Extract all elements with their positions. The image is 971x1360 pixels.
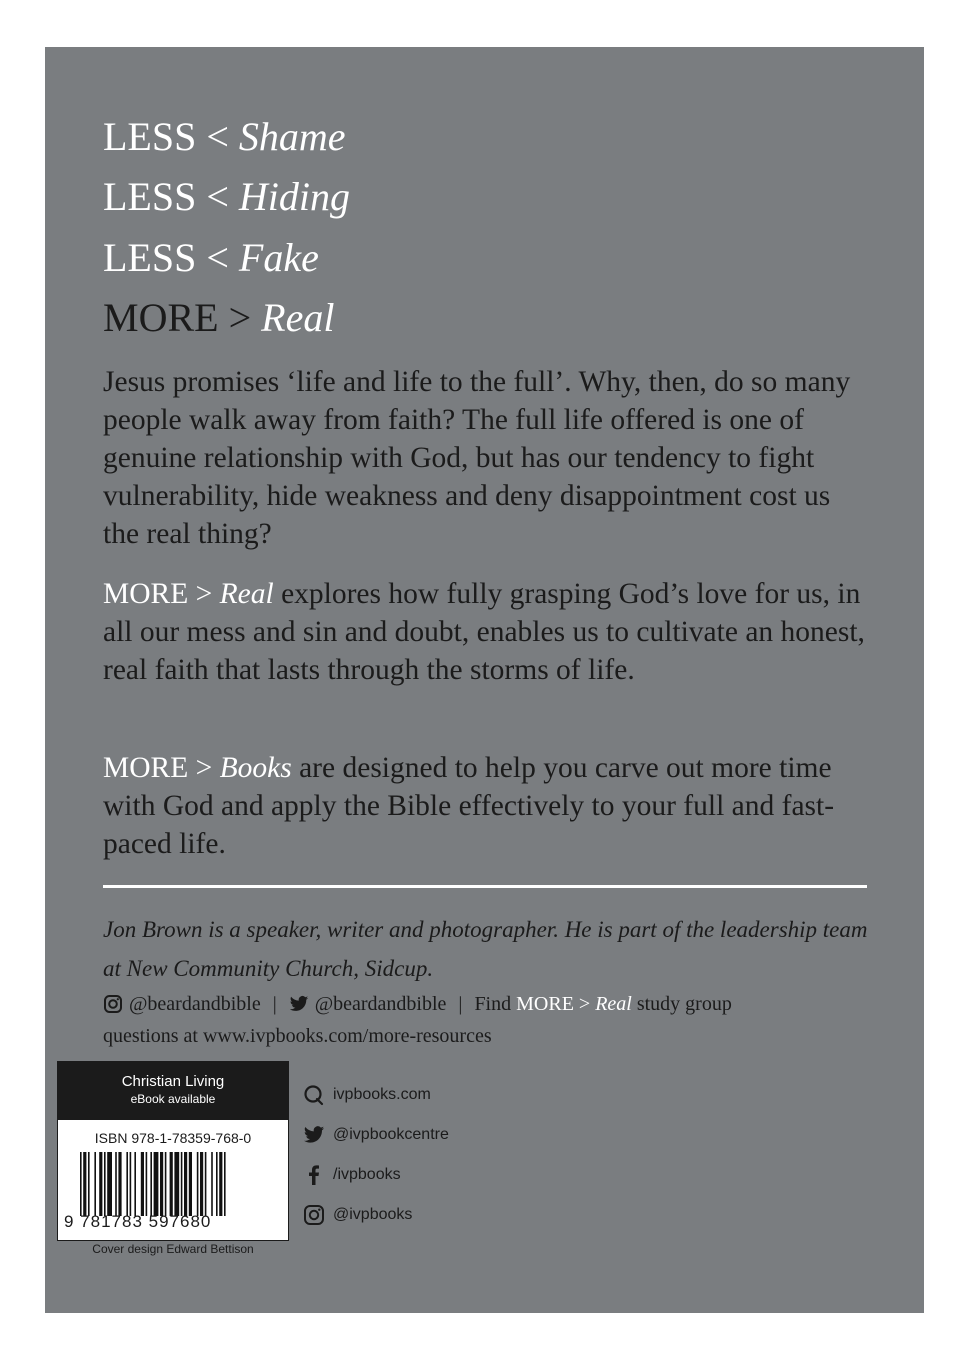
speech-bubble-icon	[303, 1084, 325, 1106]
divider-rule	[103, 885, 867, 888]
barcode-bar	[216, 1152, 218, 1216]
barcode-box	[57, 1061, 289, 1241]
barcode-bar	[107, 1152, 112, 1216]
barcode-bar	[154, 1152, 159, 1216]
barcode-bar	[118, 1152, 121, 1216]
blurb-paragraph-2: MORE > Real explores how fully grasping God’s love for us, in all our mess and sin and doubt, enables us to cultivate an honest, real faith that lasts through the storms of life.	[103, 578, 865, 686]
barcode-bar	[189, 1152, 192, 1216]
tagline-less-hiding: LESS < Hiding	[103, 174, 351, 219]
barcode-bar	[126, 1152, 128, 1216]
ebook-label: eBook available	[130, 1092, 216, 1106]
barcode-bar	[170, 1152, 173, 1216]
instagram-icon	[303, 1204, 325, 1226]
twitter-icon	[289, 994, 309, 1014]
blurb-paragraph-3: MORE > Books are designed to help you carve out more time with God and apply the Bible effectively to your full and fast-paced life.	[103, 752, 835, 860]
facebook-icon	[303, 1164, 325, 1186]
tagline-less-shame: LESS < Shame	[103, 114, 346, 159]
twitter-icon	[303, 1124, 325, 1146]
barcode-digits: 9 781783 597680	[64, 1212, 212, 1231]
barcode-bar	[146, 1152, 148, 1216]
instagram-handle[interactable]: @beardandbible	[129, 993, 261, 1015]
barcode-bar	[104, 1152, 106, 1216]
twitter-handle[interactable]: @beardandbible	[314, 993, 447, 1015]
barcode-bar	[197, 1152, 199, 1216]
category-label: Christian Living	[121, 1073, 225, 1090]
instagram-link[interactable]: @ivpbooks	[303, 1195, 449, 1235]
blurb-paragraph-1: Jesus promises ‘life and life to the full’. Why, then, do so many people walk away from faith? The full life offered is one of genuine relationship with God, but has our tendency to fight vulnerability, hide weakness and deny disappointment cost us the real thing?	[103, 366, 851, 550]
barcode-bar	[150, 1152, 152, 1216]
separator: |	[272, 993, 277, 1015]
barcode-bar	[160, 1152, 163, 1216]
barcode-bar	[94, 1152, 96, 1216]
barcode-bar	[219, 1152, 222, 1216]
isbn-label: ISBN 978-1-78359-768-0	[94, 1130, 252, 1146]
barcode-bar	[224, 1152, 226, 1216]
barcode-bar	[83, 1152, 86, 1216]
find-resources-text: Find MORE > Real study group	[474, 993, 732, 1015]
barcode-bar	[165, 1152, 167, 1216]
instagram-icon	[103, 994, 123, 1014]
barcode-bar	[174, 1152, 179, 1216]
separator: |	[458, 993, 463, 1015]
twitter-link[interactable]: @ivpbookcentre	[303, 1115, 449, 1155]
facebook-link[interactable]: /ivpbooks	[303, 1155, 449, 1195]
website-link[interactable]: ivpbooks.com	[303, 1075, 449, 1115]
barcode-bar	[134, 1152, 136, 1216]
barcode-bar	[211, 1152, 213, 1216]
barcode	[80, 1152, 275, 1216]
tagline-more-real: MORE > Real	[103, 295, 335, 340]
category-header	[58, 1062, 288, 1120]
cover-credit: Cover design Edward Bettison	[92, 1242, 254, 1256]
barcode-bar	[141, 1152, 144, 1216]
barcode-bar	[99, 1152, 102, 1216]
barcode-bar	[184, 1152, 187, 1216]
author-social	[103, 988, 873, 1052]
publisher-links	[303, 1075, 449, 1235]
barcode-bar	[181, 1152, 183, 1216]
resources-url-line[interactable]: questions at www.ivpbooks.com/more-resources	[103, 1025, 492, 1047]
barcode-bar	[88, 1152, 90, 1216]
barcode-bar	[80, 1152, 82, 1216]
author-bio: Jon Brown is a speaker, writer and photographer. He is part of the leadership team at New Community Church, Sidcup.	[103, 917, 868, 981]
barcode-bar	[130, 1152, 132, 1216]
barcode-bar	[205, 1152, 207, 1216]
tagline-less-fake: LESS < Fake	[103, 235, 319, 280]
barcode-bar	[200, 1152, 203, 1216]
barcode-bar	[115, 1152, 117, 1216]
